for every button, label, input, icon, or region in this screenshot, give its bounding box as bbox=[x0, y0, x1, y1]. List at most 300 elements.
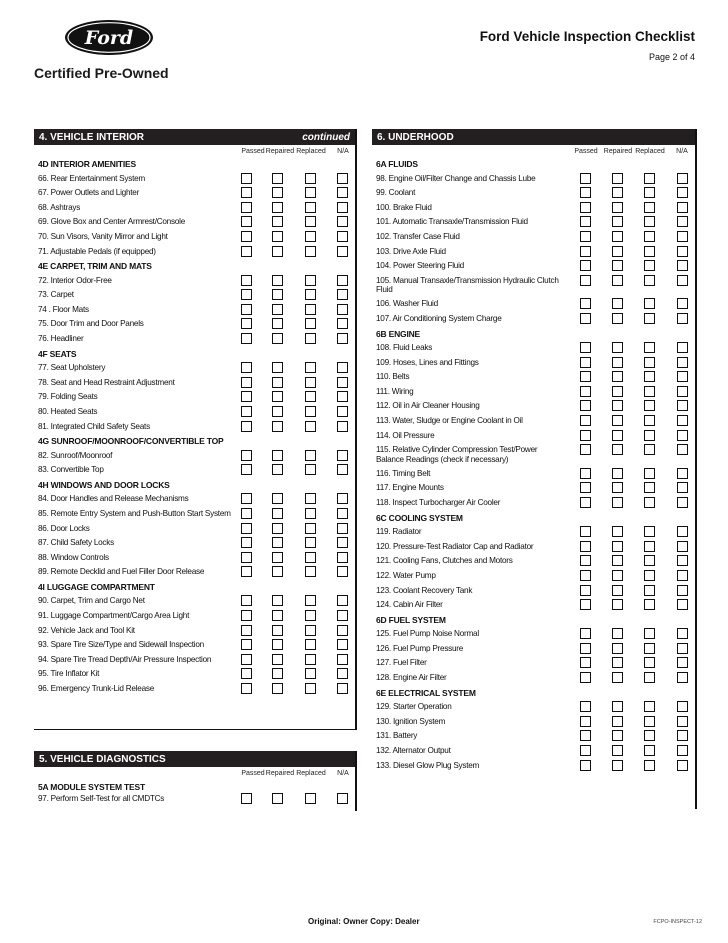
checkbox-repaired[interactable] bbox=[272, 537, 283, 548]
checkbox-repaired[interactable] bbox=[272, 552, 283, 563]
checkbox-repaired[interactable] bbox=[612, 497, 623, 508]
checkbox-n-a[interactable] bbox=[677, 730, 688, 741]
checkbox-passed[interactable] bbox=[580, 657, 591, 668]
checkbox-repaired[interactable] bbox=[272, 639, 283, 650]
checkbox-passed[interactable] bbox=[580, 216, 591, 227]
checkbox-replaced[interactable] bbox=[644, 745, 655, 756]
checkbox-n-a[interactable] bbox=[677, 371, 688, 382]
checkbox-replaced[interactable] bbox=[305, 187, 316, 198]
group-heading-6c-cooling-system: 6C COOLING SYSTEM bbox=[376, 512, 463, 523]
checkbox-n-a[interactable] bbox=[337, 625, 348, 636]
continued-label: continued bbox=[302, 131, 350, 143]
checkbox-repaired[interactable] bbox=[272, 493, 283, 504]
checkbox-n-a[interactable] bbox=[337, 793, 348, 804]
checkbox-repaired[interactable] bbox=[272, 523, 283, 534]
checkbox-replaced[interactable] bbox=[644, 187, 655, 198]
checkbox-repaired[interactable] bbox=[612, 760, 623, 771]
checkbox-repaired[interactable] bbox=[612, 643, 623, 654]
checkbox-passed[interactable] bbox=[241, 289, 252, 300]
checkbox-repaired[interactable] bbox=[612, 415, 623, 426]
checkbox-passed[interactable] bbox=[241, 173, 252, 184]
checkbox-replaced[interactable] bbox=[644, 716, 655, 727]
checkbox-repaired[interactable] bbox=[612, 231, 623, 242]
checkbox-passed[interactable] bbox=[241, 450, 252, 461]
checkbox-passed[interactable] bbox=[580, 173, 591, 184]
checkbox-n-a[interactable] bbox=[337, 464, 348, 475]
checkbox-replaced[interactable] bbox=[305, 566, 316, 577]
checkbox-n-a[interactable] bbox=[337, 187, 348, 198]
checkbox-n-a[interactable] bbox=[337, 333, 348, 344]
checkbox-replaced[interactable] bbox=[644, 555, 655, 566]
checkbox-passed[interactable] bbox=[580, 526, 591, 537]
checkbox-replaced[interactable] bbox=[305, 318, 316, 329]
checkbox-repaired[interactable] bbox=[272, 654, 283, 665]
checkbox-n-a[interactable] bbox=[677, 386, 688, 397]
checkbox-repaired[interactable] bbox=[612, 745, 623, 756]
checkbox-n-a[interactable] bbox=[337, 318, 348, 329]
checkbox-repaired[interactable] bbox=[612, 526, 623, 537]
checkbox-replaced[interactable] bbox=[644, 216, 655, 227]
group-heading-6a-fluids: 6A FLUIDS bbox=[376, 159, 418, 169]
checkbox-repaired[interactable] bbox=[612, 216, 623, 227]
checkbox-repaired[interactable] bbox=[272, 595, 283, 606]
checkbox-repaired[interactable] bbox=[612, 628, 623, 639]
checkbox-repaired[interactable] bbox=[612, 585, 623, 596]
checkbox-passed[interactable] bbox=[580, 482, 591, 493]
checkbox-replaced[interactable] bbox=[305, 391, 316, 402]
checkbox-repaired[interactable] bbox=[612, 298, 623, 309]
checkbox-passed[interactable] bbox=[580, 275, 591, 286]
checkbox-passed[interactable] bbox=[580, 400, 591, 411]
checkbox-repaired[interactable] bbox=[612, 313, 623, 324]
checkbox-n-a[interactable] bbox=[337, 595, 348, 606]
checkbox-n-a[interactable] bbox=[677, 760, 688, 771]
checkbox-replaced[interactable] bbox=[305, 304, 316, 315]
checkbox-passed[interactable] bbox=[580, 187, 591, 198]
checkbox-n-a[interactable] bbox=[677, 342, 688, 353]
checkbox-n-a[interactable] bbox=[337, 362, 348, 373]
checkbox-n-a[interactable] bbox=[337, 246, 348, 257]
checkbox-passed[interactable] bbox=[241, 406, 252, 417]
column-label-text: Repaired bbox=[265, 770, 295, 777]
checklist-item: 106. Washer Fluid bbox=[376, 299, 438, 309]
checkbox-repaired[interactable] bbox=[272, 391, 283, 402]
checkbox-n-a[interactable] bbox=[677, 444, 688, 455]
checkbox-repaired[interactable] bbox=[612, 716, 623, 727]
checkbox-replaced[interactable] bbox=[644, 231, 655, 242]
checkbox-replaced[interactable] bbox=[305, 421, 316, 432]
checkbox-replaced[interactable] bbox=[305, 362, 316, 373]
checkbox-repaired[interactable] bbox=[612, 275, 623, 286]
checkbox-replaced[interactable] bbox=[644, 357, 655, 368]
checkbox-passed[interactable] bbox=[241, 304, 252, 315]
checkbox-repaired[interactable] bbox=[612, 444, 623, 455]
checkbox-passed[interactable] bbox=[580, 371, 591, 382]
checkbox-passed[interactable] bbox=[580, 497, 591, 508]
checkbox-replaced[interactable] bbox=[644, 497, 655, 508]
checkbox-passed[interactable] bbox=[241, 391, 252, 402]
checkbox-n-a[interactable] bbox=[677, 570, 688, 581]
checkbox-replaced[interactable] bbox=[305, 464, 316, 475]
checkbox-n-a[interactable] bbox=[337, 304, 348, 315]
checkbox-repaired[interactable] bbox=[612, 468, 623, 479]
checkbox-replaced[interactable] bbox=[305, 231, 316, 242]
checkbox-passed[interactable] bbox=[241, 523, 252, 534]
checkbox-replaced[interactable] bbox=[305, 493, 316, 504]
checklist-item: 77. Seat Upholstery bbox=[38, 363, 106, 373]
checkbox-repaired[interactable] bbox=[272, 508, 283, 519]
checkbox-replaced[interactable] bbox=[305, 333, 316, 344]
checkbox-passed[interactable] bbox=[580, 541, 591, 552]
checkbox-n-a[interactable] bbox=[677, 672, 688, 683]
checkbox-repaired[interactable] bbox=[612, 400, 623, 411]
checkbox-passed[interactable] bbox=[241, 362, 252, 373]
checkbox-n-a[interactable] bbox=[337, 493, 348, 504]
checkbox-replaced[interactable] bbox=[644, 628, 655, 639]
checkbox-repaired[interactable] bbox=[272, 464, 283, 475]
checkbox-repaired[interactable] bbox=[272, 421, 283, 432]
checkbox-passed[interactable] bbox=[241, 275, 252, 286]
checkbox-passed[interactable] bbox=[241, 421, 252, 432]
checkbox-repaired[interactable] bbox=[272, 289, 283, 300]
checkbox-replaced[interactable] bbox=[644, 444, 655, 455]
checkbox-repaired[interactable] bbox=[272, 173, 283, 184]
checkbox-passed[interactable] bbox=[241, 202, 252, 213]
checkbox-replaced[interactable] bbox=[305, 793, 316, 804]
checkbox-passed[interactable] bbox=[241, 595, 252, 606]
checkbox-replaced[interactable] bbox=[644, 371, 655, 382]
checkbox-n-a[interactable] bbox=[677, 313, 688, 324]
checkbox-repaired[interactable] bbox=[272, 610, 283, 621]
checkbox-replaced[interactable] bbox=[305, 508, 316, 519]
checkbox-passed[interactable] bbox=[580, 415, 591, 426]
checkbox-n-a[interactable] bbox=[677, 260, 688, 271]
checkbox-passed[interactable] bbox=[580, 246, 591, 257]
checkbox-replaced[interactable] bbox=[305, 610, 316, 621]
checkbox-passed[interactable] bbox=[580, 599, 591, 610]
checkbox-passed[interactable] bbox=[580, 202, 591, 213]
checkbox-replaced[interactable] bbox=[305, 377, 316, 388]
checkbox-repaired[interactable] bbox=[612, 599, 623, 610]
checkbox-n-a[interactable] bbox=[677, 468, 688, 479]
section-header-5-vehicle-diagnostics bbox=[34, 751, 355, 767]
checkbox-replaced[interactable] bbox=[644, 386, 655, 397]
checkbox-repaired[interactable] bbox=[272, 187, 283, 198]
checkbox-n-a[interactable] bbox=[337, 391, 348, 402]
checkbox-replaced[interactable] bbox=[644, 468, 655, 479]
checkbox-passed[interactable] bbox=[580, 628, 591, 639]
checkbox-repaired[interactable] bbox=[272, 362, 283, 373]
checkbox-passed[interactable] bbox=[241, 377, 252, 388]
checkbox-passed[interactable] bbox=[580, 760, 591, 771]
checkbox-passed[interactable] bbox=[580, 701, 591, 712]
checkbox-repaired[interactable] bbox=[612, 187, 623, 198]
checkbox-repaired[interactable] bbox=[612, 701, 623, 712]
checkbox-repaired[interactable] bbox=[272, 318, 283, 329]
checkbox-n-a[interactable] bbox=[337, 668, 348, 679]
checkbox-repaired[interactable] bbox=[272, 683, 283, 694]
checkbox-passed[interactable] bbox=[241, 246, 252, 257]
checkbox-n-a[interactable] bbox=[337, 450, 348, 461]
checkbox-n-a[interactable] bbox=[677, 187, 688, 198]
checklist-item: 115. Relative Cylinder Compression Test/Power Balance Readings (check if necessary) bbox=[376, 445, 538, 464]
checkbox-repaired[interactable] bbox=[612, 260, 623, 271]
checkbox-passed[interactable] bbox=[241, 683, 252, 694]
checklist-item: 71. Adjustable Pedals (if equipped) bbox=[38, 246, 156, 256]
checklist-item: 114. Oil Pressure bbox=[376, 430, 435, 440]
checkbox-repaired[interactable] bbox=[612, 482, 623, 493]
checklist-item: 97. Perform Self-Test for all CMDTCs bbox=[38, 794, 165, 803]
checkbox-repaired[interactable] bbox=[272, 625, 283, 636]
checkbox-passed[interactable] bbox=[580, 357, 591, 368]
checklist-item: 105. Manual Transaxle/Transmission Hydraulic Clutch Fluid bbox=[376, 275, 559, 295]
checkbox-passed[interactable] bbox=[580, 313, 591, 324]
checkbox-replaced[interactable] bbox=[644, 541, 655, 552]
checkbox-passed[interactable] bbox=[241, 566, 252, 577]
checkbox-replaced[interactable] bbox=[305, 450, 316, 461]
checkbox-n-a[interactable] bbox=[677, 701, 688, 712]
checkbox-replaced[interactable] bbox=[305, 625, 316, 636]
checkbox-n-a[interactable] bbox=[677, 357, 688, 368]
checkbox-passed[interactable] bbox=[241, 464, 252, 475]
checkbox-n-a[interactable] bbox=[677, 599, 688, 610]
checkbox-repaired[interactable] bbox=[272, 377, 283, 388]
checkbox-n-a[interactable] bbox=[677, 541, 688, 552]
checkbox-n-a[interactable] bbox=[677, 555, 688, 566]
checkbox-replaced[interactable] bbox=[644, 643, 655, 654]
checkbox-replaced[interactable] bbox=[305, 216, 316, 227]
checkbox-replaced[interactable] bbox=[644, 202, 655, 213]
checklist-item: 85. Remote Entry System and Push-Button Start System bbox=[38, 508, 231, 518]
checkbox-replaced[interactable] bbox=[644, 730, 655, 741]
checkbox-replaced[interactable] bbox=[305, 668, 316, 679]
checkbox-n-a[interactable] bbox=[337, 216, 348, 227]
checkbox-replaced[interactable] bbox=[644, 760, 655, 771]
checkbox-n-a[interactable] bbox=[677, 526, 688, 537]
checkbox-replaced[interactable] bbox=[305, 639, 316, 650]
checkbox-repaired[interactable] bbox=[612, 342, 623, 353]
checkbox-repaired[interactable] bbox=[272, 304, 283, 315]
checkbox-replaced[interactable] bbox=[644, 275, 655, 286]
checkbox-passed[interactable] bbox=[241, 318, 252, 329]
checkbox-passed[interactable] bbox=[580, 730, 591, 741]
column-label-text: N/A bbox=[676, 148, 688, 155]
checklist-item: 123. Coolant Recovery Tank bbox=[376, 585, 473, 595]
checkbox-passed[interactable] bbox=[241, 537, 252, 548]
checkbox-n-a[interactable] bbox=[677, 643, 688, 654]
checkbox-passed[interactable] bbox=[580, 342, 591, 353]
checkbox-passed[interactable] bbox=[580, 570, 591, 581]
checkbox-repaired[interactable] bbox=[612, 541, 623, 552]
checkbox-repaired[interactable] bbox=[612, 730, 623, 741]
checkbox-passed[interactable] bbox=[580, 468, 591, 479]
checkbox-passed[interactable] bbox=[241, 639, 252, 650]
checkbox-n-a[interactable] bbox=[677, 430, 688, 441]
checkbox-replaced[interactable] bbox=[305, 275, 316, 286]
checklist-item: 81. Integrated Child Safety Seats bbox=[38, 421, 150, 431]
checkbox-n-a[interactable] bbox=[677, 585, 688, 596]
checkbox-n-a[interactable] bbox=[337, 377, 348, 388]
checkbox-replaced[interactable] bbox=[644, 173, 655, 184]
checkbox-passed[interactable] bbox=[241, 187, 252, 198]
checkbox-n-a[interactable] bbox=[677, 202, 688, 213]
checkbox-n-a[interactable] bbox=[677, 657, 688, 668]
checkbox-replaced[interactable] bbox=[644, 482, 655, 493]
checklist-item: 120. Pressure-Test Radiator Cap and Radiator bbox=[376, 541, 534, 551]
checkbox-replaced[interactable] bbox=[644, 526, 655, 537]
checklist-item: 99. Coolant bbox=[376, 188, 416, 198]
checkbox-n-a[interactable] bbox=[337, 523, 348, 534]
checkbox-passed[interactable] bbox=[580, 298, 591, 309]
checkbox-n-a[interactable] bbox=[337, 639, 348, 650]
checkbox-repaired[interactable] bbox=[612, 386, 623, 397]
checkbox-replaced[interactable] bbox=[644, 415, 655, 426]
checkbox-n-a[interactable] bbox=[337, 683, 348, 694]
checkbox-repaired[interactable] bbox=[612, 371, 623, 382]
checkbox-repaired[interactable] bbox=[272, 231, 283, 242]
checkbox-n-a[interactable] bbox=[677, 275, 688, 286]
checkbox-n-a[interactable] bbox=[677, 482, 688, 493]
checkbox-replaced[interactable] bbox=[644, 672, 655, 683]
checkbox-n-a[interactable] bbox=[337, 654, 348, 665]
checkbox-replaced[interactable] bbox=[305, 683, 316, 694]
checkbox-passed[interactable] bbox=[580, 231, 591, 242]
checkbox-replaced[interactable] bbox=[305, 406, 316, 417]
checkbox-replaced[interactable] bbox=[305, 595, 316, 606]
checkbox-repaired[interactable] bbox=[612, 555, 623, 566]
checklist-item: 113. Water, Sludge or Engine Coolant in Oil bbox=[376, 416, 523, 425]
checkbox-passed[interactable] bbox=[241, 333, 252, 344]
checkbox-repaired[interactable] bbox=[612, 657, 623, 668]
checkbox-repaired[interactable] bbox=[272, 450, 283, 461]
checkbox-n-a[interactable] bbox=[677, 497, 688, 508]
checkbox-replaced[interactable] bbox=[644, 657, 655, 668]
checkbox-n-a[interactable] bbox=[677, 716, 688, 727]
checkbox-repaired[interactable] bbox=[612, 672, 623, 683]
document-title: Ford Vehicle Inspection Checklist bbox=[479, 29, 695, 44]
checkbox-repaired[interactable] bbox=[612, 570, 623, 581]
checkbox-passed[interactable] bbox=[241, 216, 252, 227]
checkbox-passed[interactable] bbox=[580, 430, 591, 441]
checkbox-replaced[interactable] bbox=[305, 246, 316, 257]
checkbox-n-a[interactable] bbox=[337, 231, 348, 242]
checkbox-passed[interactable] bbox=[580, 444, 591, 455]
checkbox-repaired[interactable] bbox=[272, 566, 283, 577]
checkbox-passed[interactable] bbox=[580, 585, 591, 596]
checkbox-repaired[interactable] bbox=[612, 202, 623, 213]
checkbox-n-a[interactable] bbox=[337, 566, 348, 577]
checkbox-replaced[interactable] bbox=[644, 570, 655, 581]
checkbox-passed[interactable] bbox=[580, 672, 591, 683]
checkbox-passed[interactable] bbox=[580, 643, 591, 654]
checkbox-replaced[interactable] bbox=[644, 599, 655, 610]
checkbox-n-a[interactable] bbox=[337, 552, 348, 563]
checkbox-replaced[interactable] bbox=[305, 537, 316, 548]
checkbox-replaced[interactable] bbox=[644, 585, 655, 596]
checkbox-passed[interactable] bbox=[580, 555, 591, 566]
checkbox-passed[interactable] bbox=[241, 793, 252, 804]
checkbox-n-a[interactable] bbox=[337, 289, 348, 300]
checkbox-repaired[interactable] bbox=[272, 275, 283, 286]
checkbox-n-a[interactable] bbox=[677, 231, 688, 242]
checkbox-replaced[interactable] bbox=[644, 260, 655, 271]
checkbox-repaired[interactable] bbox=[272, 202, 283, 213]
checklist-item: 78. Seat and Head Restraint Adjustment bbox=[38, 377, 175, 387]
checkbox-repaired[interactable] bbox=[272, 216, 283, 227]
checklist-item: 119. Radiator bbox=[376, 527, 422, 537]
column-label-text: Passed bbox=[241, 148, 265, 155]
group-heading-5a-module-system-test: 5A MODULE SYSTEM TEST bbox=[38, 782, 145, 792]
checkbox-passed[interactable] bbox=[241, 625, 252, 636]
checkbox-n-a[interactable] bbox=[677, 745, 688, 756]
checkbox-repaired[interactable] bbox=[272, 406, 283, 417]
checkbox-replaced[interactable] bbox=[644, 342, 655, 353]
checkbox-n-a[interactable] bbox=[337, 275, 348, 286]
checkbox-n-a[interactable] bbox=[677, 246, 688, 257]
checkbox-n-a[interactable] bbox=[677, 216, 688, 227]
checkbox-passed[interactable] bbox=[580, 386, 591, 397]
checkbox-repaired[interactable] bbox=[272, 668, 283, 679]
checkbox-passed[interactable] bbox=[241, 508, 252, 519]
checkbox-repaired[interactable] bbox=[612, 357, 623, 368]
checkbox-passed[interactable] bbox=[580, 260, 591, 271]
checkbox-n-a[interactable] bbox=[337, 173, 348, 184]
checkbox-replaced[interactable] bbox=[305, 289, 316, 300]
checkbox-n-a[interactable] bbox=[677, 628, 688, 639]
checkbox-repaired[interactable] bbox=[612, 430, 623, 441]
checkbox-passed[interactable] bbox=[241, 610, 252, 621]
checkbox-n-a[interactable] bbox=[677, 298, 688, 309]
checkbox-replaced[interactable] bbox=[644, 430, 655, 441]
checkbox-repaired[interactable] bbox=[272, 793, 283, 804]
left-section-bottom-rule bbox=[34, 729, 357, 730]
checklist-item: 67. Power Outlets and Lighter bbox=[38, 188, 140, 198]
checkbox-n-a[interactable] bbox=[337, 421, 348, 432]
checkbox-passed[interactable] bbox=[241, 231, 252, 242]
checkbox-n-a[interactable] bbox=[677, 400, 688, 411]
checkbox-replaced[interactable] bbox=[644, 298, 655, 309]
checkbox-replaced[interactable] bbox=[644, 313, 655, 324]
checkbox-passed[interactable] bbox=[580, 745, 591, 756]
checkbox-n-a[interactable] bbox=[337, 508, 348, 519]
checkbox-repaired[interactable] bbox=[272, 333, 283, 344]
checkbox-replaced[interactable] bbox=[305, 552, 316, 563]
checkbox-replaced[interactable] bbox=[305, 654, 316, 665]
checkbox-passed[interactable] bbox=[241, 552, 252, 563]
checkbox-passed[interactable] bbox=[241, 493, 252, 504]
checkbox-passed[interactable] bbox=[241, 668, 252, 679]
checklist-item: 83. Convertible Top bbox=[38, 465, 104, 475]
checkbox-repaired[interactable] bbox=[612, 246, 623, 257]
checkbox-n-a[interactable] bbox=[337, 537, 348, 548]
checkbox-repaired[interactable] bbox=[612, 173, 623, 184]
checkbox-replaced[interactable] bbox=[305, 173, 316, 184]
checkbox-replaced[interactable] bbox=[305, 202, 316, 213]
checkbox-passed[interactable] bbox=[580, 716, 591, 727]
checkbox-n-a[interactable] bbox=[677, 415, 688, 426]
checkbox-replaced[interactable] bbox=[644, 246, 655, 257]
checklist-item: 110. Belts bbox=[376, 372, 410, 382]
checkbox-n-a[interactable] bbox=[337, 610, 348, 621]
checkbox-passed[interactable] bbox=[241, 654, 252, 665]
checkbox-replaced[interactable] bbox=[644, 400, 655, 411]
checkbox-replaced[interactable] bbox=[644, 701, 655, 712]
checkbox-repaired[interactable] bbox=[272, 246, 283, 257]
checkbox-replaced[interactable] bbox=[305, 523, 316, 534]
checkbox-n-a[interactable] bbox=[337, 406, 348, 417]
checkbox-n-a[interactable] bbox=[337, 202, 348, 213]
checkbox-n-a[interactable] bbox=[677, 173, 688, 184]
